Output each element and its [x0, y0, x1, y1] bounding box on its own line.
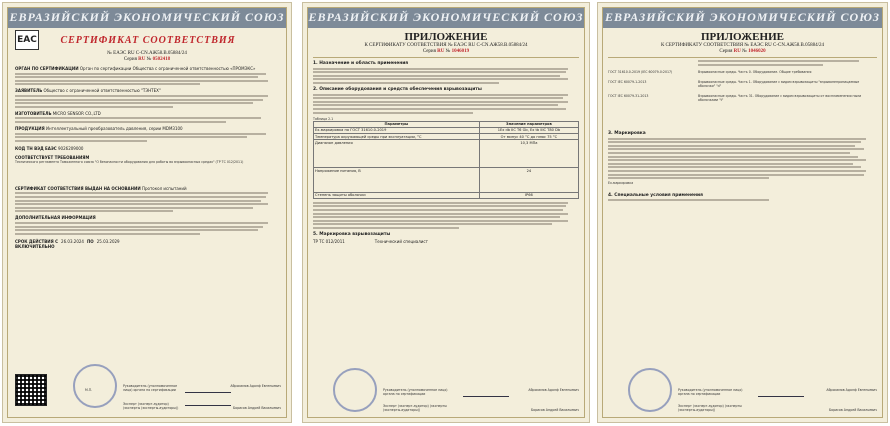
annex-title: ПРИЛОЖЕНИЕ: [404, 31, 488, 43]
annex-page-1: [302, 2, 590, 423]
head-label: Руководитель (уполномоченное лицо) органа по сертификации: [123, 383, 178, 392]
union-banner: ЕВРАЗИЙСКИЙ ЭКОНОМИЧЕСКИЙ СОЮЗ: [307, 7, 585, 28]
table-cell: 1Ex db IIC T6 Gb, Ex tb IIIC T80 Db: [479, 127, 578, 133]
table-row: [314, 192, 579, 198]
seal-stamp: [628, 368, 672, 412]
standard-text: Взрывоопасные среды. Часть 1. Оборудование с видом взрывозащиты "взрывонепроницаемые оболочки" "d": [698, 79, 860, 88]
union-banner: ЕВРАЗИЙСКИЙ ЭКОНОМИЧЕСКИЙ СОЮЗ: [602, 7, 883, 28]
section-label: КОД ТН ВЭД ЕАЭС: [15, 145, 57, 151]
serial-label: №: [445, 49, 451, 54]
annex-subtitle: К СЕРТИФИКАТУ СООТВЕТСТВИЯ № ЕАЭС: [364, 43, 468, 48]
head-name: Абросимов Адолф Евгеньевич: [230, 383, 281, 388]
cert-number: RU С-CN.АЖ58.В.05884/24: [127, 51, 187, 56]
series-label: Серия: [719, 49, 733, 54]
head-name: Абросимов Адолф Евгеньевич: [528, 387, 579, 392]
table-cell: Степень защиты оболочки: [314, 192, 480, 198]
head-name: Абросимов Адолф Евгеньевич: [826, 387, 877, 392]
section-label: СООТВЕТСТВУЕТ ТРЕБОВАНИЯМ: [15, 154, 90, 160]
section-label: ИЗГОТОВИТЕЛЬ: [15, 110, 52, 116]
expert-signature: [185, 395, 231, 406]
validity-to-label: ПО: [86, 238, 94, 244]
section-label: СЕРТИФИКАТ СООТВЕТСТВИЯ ВЫДАН НА ОСНОВАНИИ: [15, 185, 141, 191]
series-value: RU: [733, 49, 741, 54]
standard-row: [608, 70, 877, 74]
section-text: Орган по сертификации Общества с ограниченной ответственностью «ПРОМЭКС»: [79, 66, 256, 71]
table-header: Параметры: [314, 121, 480, 127]
section-heading: 5. Маркировка взрывозащиты: [313, 231, 391, 237]
section-text: Протокол испытаний: [141, 185, 187, 191]
section-label: ОРГАН ПО СЕРТИФИКАЦИИ: [15, 66, 79, 71]
serial-label: №: [742, 49, 747, 54]
standard-row: [608, 94, 877, 102]
eac-mark: EAC: [15, 30, 39, 50]
expert-name: Борисов Андрей Васильевич: [828, 407, 877, 412]
standard-text: Взрывоопасные среды. Часть 0. Оборудование. Общие требования: [698, 69, 812, 74]
annex-page-2: [597, 2, 888, 423]
standard-text: Взрывоопасные среды. Часть 31. Оборудование с видом взрывозащиты от воспламенения пыли оболочками "t": [698, 93, 862, 102]
validity-suffix: ВКЛЮЧИТЕЛЬНО: [15, 243, 55, 249]
annex-subtitle: К СЕРТИФИКАТУ СООТВЕТСТВИЯ № ЕАЭС: [660, 43, 764, 48]
series-value: RU: [437, 49, 445, 54]
annex-number: RU С-CN.АЖ58.В.05884/24: [468, 43, 528, 48]
section-text: Интеллектуальный преобразователь давления, серии MDM3100: [46, 125, 183, 131]
qr-code: [15, 374, 47, 406]
spec-table: [313, 121, 579, 199]
head-signature: [185, 382, 231, 393]
series-label: Серия: [422, 49, 436, 54]
section-text: MICRO SENSOR CO.,LTD: [52, 110, 101, 116]
section-label: ПРОДУКЦИЯ: [15, 125, 45, 131]
serial-number: 1046020: [748, 49, 766, 54]
table-cell: IP66: [479, 192, 578, 198]
expert-name: Борисов Андрей Васильевич: [530, 407, 579, 412]
expert-label: Эксперт (эксперт-аудитор) (эксперты (эксперты-аудиторы)): [678, 403, 742, 412]
section-text: Технического регламента Таможенного союза "О безопасности оборудования для работы во взрывоопасных средах" (ТР ТС 012/2011): [15, 159, 244, 164]
section-text: 9026209000: [58, 145, 84, 151]
certificate-title: СЕРТИФИКАТ СООТВЕТСТВИЯ: [60, 34, 236, 46]
seal-stamp: [73, 364, 117, 408]
section-heading: 1. Назначение и область применения: [313, 61, 409, 66]
standard-code: ГОСТ IEC 60079-31-2013: [608, 93, 649, 98]
seal-stamp: [333, 368, 377, 412]
table-caption: Таблица 2.1: [313, 116, 334, 121]
reg-label: Технический специалист: [374, 238, 428, 244]
signature-block: [383, 388, 579, 412]
tr-ts-ref: ТР ТС 012/2011: [313, 238, 345, 244]
expert-label: Эксперт (эксперт-аудитор) (эксперты (эксперты-аудиторы)): [123, 401, 179, 410]
table-header: Значение параметров: [479, 121, 578, 127]
head-signature: [463, 386, 509, 397]
expert-name: Борисов Андрей Васильевич: [232, 405, 281, 410]
standard-code: ГОСТ IEC 60079-1-2013: [608, 79, 647, 84]
section-label: ЗАЯВИТЕЛЬ: [15, 88, 43, 94]
validity-to: 25.03.2029: [96, 238, 120, 244]
union-banner: ЕВРАЗИЙСКИЙ ЭКОНОМИЧЕСКИЙ СОЮЗ: [7, 7, 287, 28]
standard-code: ГОСТ 31610.0-2019 (IEC 60079-0:2017): [608, 69, 673, 74]
head-label: Руководитель (уполномоченное лицо) органа по сертификации: [678, 387, 743, 396]
standard-row: [608, 80, 877, 88]
signature-block: [123, 384, 281, 410]
section-heading: 4. Специальные условия применения: [608, 192, 703, 198]
table-cell: От минус 40 °C до плюс 75 °C: [479, 134, 578, 140]
serial-number: 0502418: [152, 57, 171, 62]
series-value: RU: [138, 57, 146, 62]
certificate-page: [2, 2, 292, 423]
annex-number: RU С-CN.АЖ58.В.05884/24: [764, 43, 825, 48]
table-row: [314, 140, 579, 168]
section-heading: 3. Маркировка: [608, 131, 646, 137]
head-label: Руководитель (уполномоченное лицо) органа по сертификации: [383, 387, 448, 396]
serial-label: №: [146, 57, 152, 62]
validity-label: СРОК ДЕЙСТВИЯ С: [15, 238, 59, 244]
table-cell: 10,3 МПа: [479, 140, 578, 168]
table-cell: Напряжение питания, В: [314, 168, 480, 192]
serial-number: 1046019: [451, 49, 470, 54]
table-cell: Диапазон давления: [314, 140, 480, 168]
cert-section-body: [15, 66, 279, 249]
ex-marking-label: Ex-маркировка: [608, 180, 634, 185]
section-text: Общество с ограниченной ответственностью "ТЭНТЕХ": [43, 88, 161, 94]
signature-block: [678, 388, 877, 412]
table-cell: Ex-маркировка по ГОСТ 31610.0-2019: [314, 127, 480, 133]
series-label: Серия: [123, 57, 137, 62]
table-cell: Температура окружающей среды при эксплуатации, °C: [314, 134, 480, 140]
annex-title: ПРИЛОЖЕНИЕ: [701, 31, 784, 43]
expert-label: Эксперт (эксперт-аудитор) (эксперты (эксперты-аудиторы)): [383, 403, 447, 412]
section-label: ДОПОЛНИТЕЛЬНАЯ ИНФОРМАЦИЯ: [15, 215, 96, 221]
table-cell: 24: [479, 168, 578, 192]
table-row: [314, 168, 579, 192]
section-heading: 2. Описание оборудования и средств обеспечения взрывозащиты: [313, 86, 482, 92]
validity-from: 26.03.2024: [61, 238, 84, 244]
head-signature: [758, 386, 804, 397]
mp-label: М.П.: [85, 387, 93, 392]
cert-number-label: № ЕАЭС: [107, 51, 127, 56]
